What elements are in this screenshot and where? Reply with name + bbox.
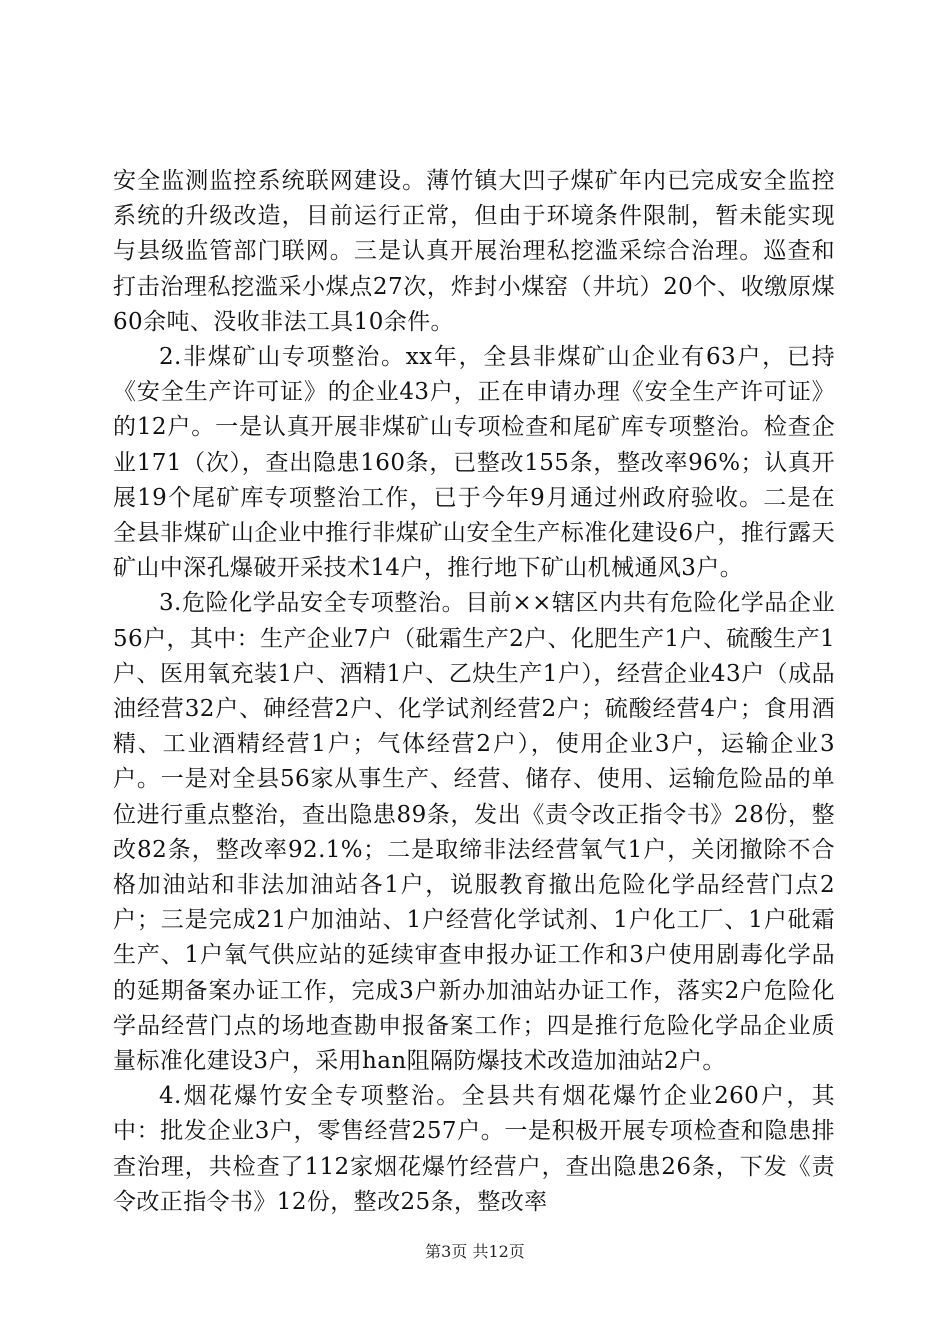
page-number-footer: 第3页 共12页 <box>425 1242 525 1261</box>
paragraph-fireworks: 4.烟花爆竹安全专项整治。全县共有烟花爆竹企业260户，其中：批发企业3户，零售经营257户。一是积极开展专项检查和隐患排查治理，共检查了112家烟花爆竹经营户，查出隐患26条，下发《责令改正指令书》12份，整改25条，整改率 <box>113 1083 835 1215</box>
paragraph-non-coal-mines: 2.非煤矿山专项整治。xx年，全县非煤矿山企业有63户，已持《安全生产许可证》的企业43户，正在申请办理《安全生产许可证》的12户。一是认真开展非煤矿山专项检查和尾矿库专项整治。检查企业171（次），查出隐患160条，已整改155条，整改率96%；认真开展19个尾矿库专项整治工作，已于今年9月通过州政府验收。二是在全县非煤矿山企业中推行非煤矿山安全生产标准化建设6户，推行露天矿山中深孔爆破开采技术14户，推行地下矿山机械通风3户。 <box>113 344 835 582</box>
paragraph-hazardous-chemicals: 3.危险化学品安全专项整治。目前××辖区内共有危险化学品企业56户，其中：生产企业7户（砒霜生产2户、化肥生产1户、硫酸生产1户、医用氧充装1户、酒精1户、乙炔生产1户），经营企业43户（成品油经营32户、砷经营2户、化学试剂经营2户；硫酸经营4户；食用酒精、工业酒精经营1户；气体经营2户），使用企业3户，运输企业3户。一是对全县56家从事生产、经营、储存、使用、运输危险品的单位进行重点整治，查出隐患89条，发出《责令改正指令书》28份，整改82条，整改率92.1%；二是取缔非法经营氧气1户，关闭撤除不合格加油站和非法加油站各1户，说服教育撤出危险化学品经营门点2户；三是完成21户加油站、1户经营化学试剂、1户化工厂、1户砒霜生产、1户氧气供应站的延续审查申报办证工作和3户使用剧毒化学品的延期备案办证工作，完成3户新办加油站办证工作，落实2户危险化学品经营门点的场地查勘申报备案工作；四是推行危险化学品企业质量标准化建设3户，采用han阻隔防爆技术改造加油站2户。 <box>113 590 835 1075</box>
paragraph-continuation: 安全监测监控系统联网建设。薄竹镇大凹子煤矿年内已完成安全监控系统的升级改造，目前运行正常，但由于环境条件限制，暂未能实现与县级监管部门联网。三是认真开展治理私挖滥采综合治理。巡查和打击治理私挖滥采小煤点27次，炸封小煤窑（井坑）20个、收缴原煤60余吨、没收非法工具10余件。 <box>113 168 835 335</box>
document-body <box>113 164 835 1220</box>
